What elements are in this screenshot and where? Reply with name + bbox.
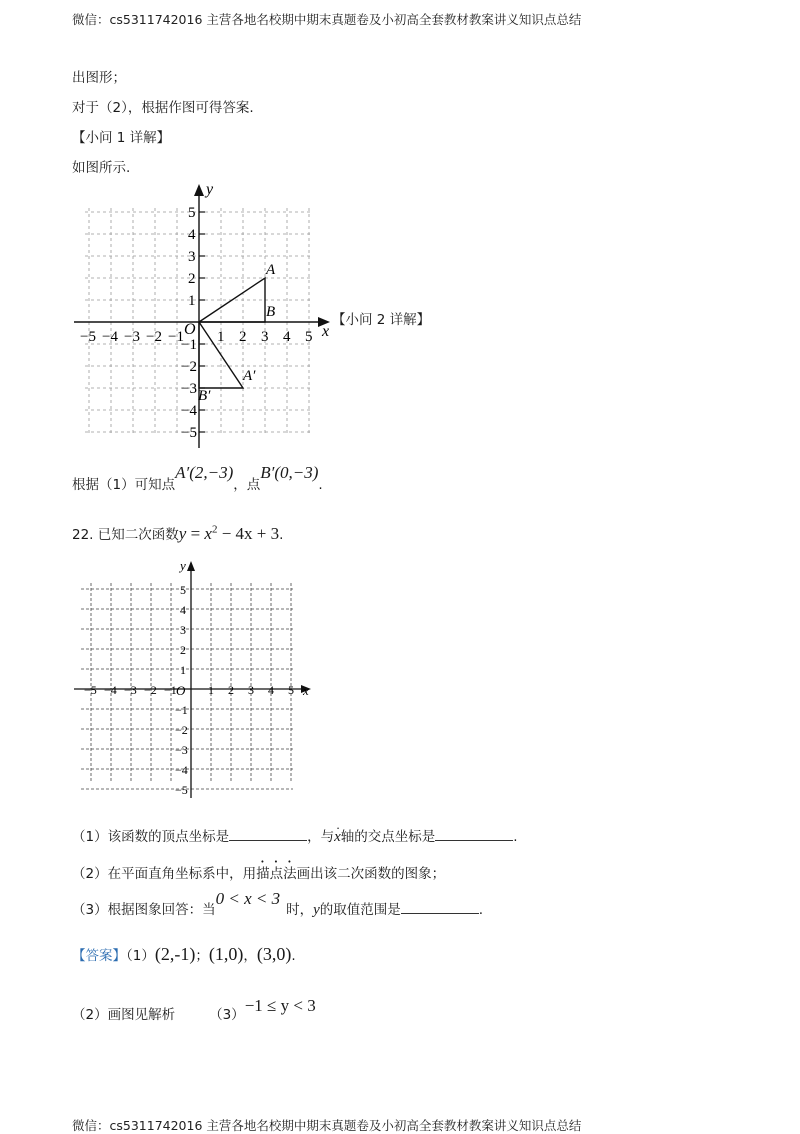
page-header: 微信：cs5311742016 主营各地名校期中期末真题卷及小初高全套教材教案讲义知识点总结: [72, 12, 582, 27]
x-tick-label: 4: [268, 683, 274, 697]
x-tick-label: −1: [164, 683, 177, 697]
part-3-b: 时，: [286, 902, 314, 918]
x-tick-label: −2: [146, 329, 162, 345]
part-3-c: 的取值范围是: [319, 902, 401, 918]
y-tick-label: 3: [180, 623, 186, 637]
y-tick-label: −3: [175, 743, 188, 757]
point-a-label: A: [266, 262, 276, 278]
after-mid: ，点: [233, 477, 261, 493]
y-tick-label: −3: [181, 381, 197, 397]
y-tick-label: −4: [175, 763, 188, 777]
x-tick-label: 5: [305, 329, 313, 345]
answer-3-label: （3）: [209, 1007, 245, 1023]
graph-2-y-arrow: [187, 561, 195, 571]
graph-2-x-label: x: [303, 683, 309, 698]
y-tick-label: 3: [188, 249, 196, 265]
after-end: .: [318, 477, 323, 493]
section-heading-1: 【小问 1 详解】: [72, 130, 171, 146]
graph-2: [70, 556, 330, 806]
y-tick-label: 5: [188, 205, 196, 221]
after-prefix: 根据（1）可知点: [72, 477, 176, 493]
y-tick-label: −2: [175, 723, 188, 737]
answer-point-2: (3,0): [256, 944, 292, 964]
part-3-y: y: [313, 902, 320, 918]
y-tick-label: 1: [188, 293, 196, 309]
graph-1-x-label: x: [322, 323, 330, 340]
after-graph-1-line: [72, 462, 323, 493]
x-tick-label: 5: [288, 683, 294, 697]
x-tick-label: 3: [261, 329, 269, 345]
part-1-c: 轴的交点坐标是: [340, 829, 436, 845]
y-tick-label: 1: [180, 663, 186, 677]
part-2-dotted: 描点法: [256, 866, 297, 882]
part-3-condition: 0 < x < 3: [215, 889, 281, 908]
graph-2-origin: O: [176, 683, 186, 698]
y-tick-label: 4: [180, 603, 186, 617]
part-1-end: .: [513, 829, 518, 845]
point-b-prime: B′(0,−3): [260, 463, 319, 482]
x-tick-label: −5: [84, 683, 97, 697]
section-heading-2: 【小问 2 详解】: [332, 312, 431, 328]
answer-point-1: (1,0): [208, 944, 244, 964]
q22-sup: 2: [211, 523, 218, 536]
x-tick-label: 1: [217, 329, 225, 345]
point-a-prime: A′(2,−3): [175, 463, 234, 482]
x-tick-label: −4: [104, 683, 117, 697]
blank-intercepts[interactable]: [435, 828, 513, 841]
x-tick-label: 1: [208, 683, 214, 697]
y-tick-label: −2: [181, 359, 197, 375]
answer-3-value: −1 ≤ y < 3: [244, 996, 316, 1015]
q22-y: y: [178, 524, 187, 543]
y-tick-label: 5: [180, 583, 186, 597]
x-tick-label: −3: [124, 683, 137, 697]
part-1-x: . x: [334, 829, 341, 845]
text-line-4: 如图所示.: [72, 160, 131, 176]
part-2-a: （2）在平面直角坐标系中，用: [72, 866, 257, 882]
x-tick-label: 2: [239, 329, 247, 345]
answer-vertex: (2,-1): [154, 944, 196, 964]
q22-eq: =: [186, 524, 205, 543]
point-b2-label: B′: [198, 388, 211, 404]
answer-tag: 【答案】: [72, 948, 126, 964]
part-3-a: （3）根据图象回答：当: [72, 902, 216, 918]
graph-1-y-label: y: [206, 181, 214, 198]
q22-rest: − 4x + 3: [217, 524, 280, 543]
x-tick-label: 2: [228, 683, 234, 697]
x-tick-label: −3: [124, 329, 140, 345]
answer-line-1: [72, 944, 296, 965]
blank-vertex[interactable]: [229, 828, 307, 841]
point-a2-label: A′: [243, 368, 256, 384]
x-tick-label: 4: [283, 329, 291, 345]
q22-x: x: [204, 524, 212, 543]
part-1-b: ，与: [307, 829, 335, 845]
part-2-line: [72, 858, 445, 882]
answer-line-2: [72, 995, 316, 1023]
y-tick-label: −1: [175, 703, 188, 717]
answer-comma: ，: [243, 948, 257, 964]
point-b-label: B: [266, 304, 276, 320]
y-tick-label: 2: [188, 271, 196, 287]
graph-1-y-arrow: [194, 184, 204, 196]
part-3-line: [72, 888, 484, 918]
q22-text: 已知二次函数: [97, 527, 179, 543]
answer-end: .: [291, 948, 296, 964]
y-tick-label: 2: [180, 643, 186, 657]
part-1-line: [72, 825, 518, 846]
graph-2-y-label: y: [180, 558, 186, 573]
y-tick-label: −4: [181, 403, 197, 419]
answer-2: （2）画图见解析: [72, 1007, 176, 1023]
x-tick-label: −1: [168, 329, 184, 345]
y-tick-label: 4: [188, 227, 196, 243]
page-footer: 微信：cs5311742016 主营各地名校期中期末真题卷及小初高全套教材教案讲义知识点总结: [72, 1118, 582, 1133]
x-tick-label: −4: [102, 329, 118, 345]
y-tick-label: −5: [181, 425, 197, 441]
text-line-1: 出图形；: [72, 70, 126, 86]
q22-end: .: [279, 527, 284, 543]
graph-1-origin: O: [184, 321, 196, 338]
x-tick-label: −5: [80, 329, 96, 345]
part-3-end: .: [478, 902, 484, 918]
y-tick-label: −5: [175, 783, 188, 797]
answer-1-label: （1）: [126, 948, 155, 964]
answer-sep: ；: [195, 948, 209, 964]
x-tick-label: 3: [248, 683, 254, 697]
blank-range[interactable]: [401, 901, 479, 914]
part-2-b: 画出该二次函数的图象；: [296, 866, 446, 882]
question-22: [72, 523, 283, 544]
x-tick-label: −2: [144, 683, 157, 697]
part-1-a: （1）该函数的顶点坐标是: [72, 829, 230, 845]
text-line-2: 对于（2），根据作图可得答案.: [72, 100, 254, 116]
y-tick-label: −1: [181, 337, 197, 353]
q22-number: 22.: [72, 527, 94, 543]
